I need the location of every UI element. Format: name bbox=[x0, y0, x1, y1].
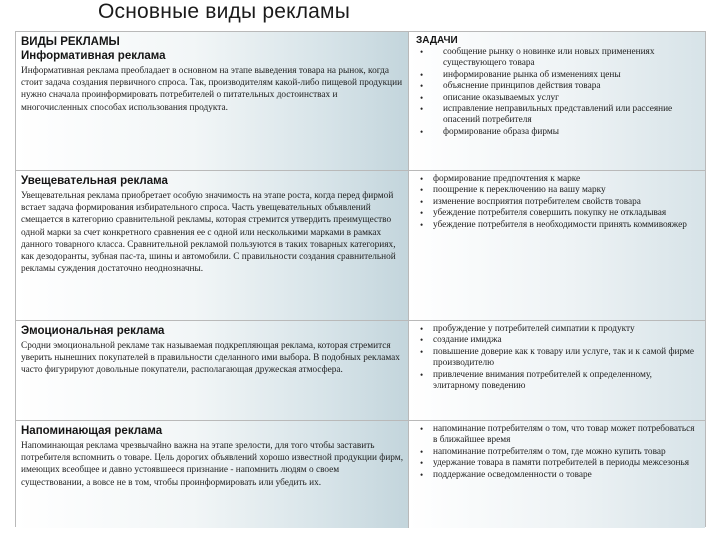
tasks-list bbox=[416, 324, 699, 392]
list-item: • привлечение внимания потребителей к определенному, элитарному поведению bbox=[416, 370, 699, 393]
tasks-cell bbox=[409, 32, 705, 170]
list-item: • напоминание потребителям о том, где можно купить товар bbox=[416, 447, 699, 458]
slide-title: Основные виды рекламы bbox=[98, 0, 350, 23]
ad-type-title: Информативная реклама bbox=[21, 50, 166, 62]
list-item: • объяснение принципов действия товара bbox=[416, 81, 699, 92]
table-row bbox=[16, 32, 705, 171]
list-item: • описание оказываемых услуг bbox=[416, 93, 699, 104]
list-item: • повышение доверие как к товару или услуге, так и к самой фирме производителю bbox=[416, 347, 699, 370]
tasks-cell bbox=[409, 171, 705, 320]
ad-type-description: Информативная реклама преобладает в основном на этапе выведения товара на рынок, когда стоит задача создания первичного спроса. Так, производителям какой-либо пищевой продукции нужно сначала проинформировать потребителей о питательных достоинствах и многочисленных способах использования продукта. bbox=[21, 66, 403, 113]
list-item: • поддержание осведомленности о товаре bbox=[416, 470, 699, 481]
list-item: • напоминание потребителям о том, что товар может потребоваться в ближайшее время bbox=[416, 424, 699, 447]
table-row bbox=[16, 171, 705, 321]
ad-type-cell bbox=[16, 421, 409, 528]
list-item: • исправление неправильных представлений или рассеяние опасений потребителя bbox=[416, 104, 699, 127]
tasks-list bbox=[416, 424, 699, 481]
ad-type-cell bbox=[16, 321, 409, 420]
list-item: • информирование рынка об изменениях цены bbox=[416, 70, 699, 81]
list-item: • пробуждение у потребителей симпатии к продукту bbox=[416, 324, 699, 335]
list-item: • удержание товара в памяти потребителей в периоды межсезонья bbox=[416, 458, 699, 469]
ad-type-title: Увещевательная реклама bbox=[21, 175, 168, 187]
list-item: • сообщение рынку о новинке или новых применениях существующего товара bbox=[416, 47, 699, 70]
table-header-tasks: ЗАДАЧИ bbox=[416, 35, 458, 46]
ad-type-description: Напоминающая реклама чрезвычайно важна на этапе зрелости, для того чтобы заставить потребителя вспомнить о товаре. Цель дорогих объявлений хорошо известной продукции фирм, имеющих всеобщее и давно устоявшееся признание - напомнить людям о своем существовании, а вовсе не в том, чтобы проинформировать или убедить их. bbox=[21, 441, 404, 488]
ad-type-title: Эмоциональная реклама bbox=[21, 325, 165, 337]
tasks-cell bbox=[409, 321, 705, 420]
list-item: • убеждение потребителя в необходимости принять коммивояжер bbox=[416, 220, 699, 231]
list-item: • создание имиджа bbox=[416, 335, 699, 346]
tasks-list bbox=[416, 47, 699, 138]
ad-type-description: Сродни эмоциональной рекламе так называемая подкрепляющая реклама, которая стремится уверить нынешних покупателей в правильности сделанного ими выбора. В подобных рекламах часто фигурируют довольные покупатели, располагающая дружеская атмосфера. bbox=[21, 341, 400, 376]
tasks-cell bbox=[409, 421, 705, 528]
list-item: • изменение восприятия потребителем свойств товара bbox=[416, 197, 699, 208]
list-item: • убеждение потребителя совершить покупку не откладывая bbox=[416, 208, 699, 219]
ad-type-cell bbox=[16, 32, 409, 170]
table-row bbox=[16, 321, 705, 421]
ad-type-description: Увещевательная реклама приобретает особую значимость на этапе роста, когда перед фирмой встает задача формирования избирательного спроса. Часть увещевательных объявлений смещается в категорию сравнительной рекламы, которая стремится утвердить преимущество одной марки за счет конкретного сравнения ее с одной или несколькими марками в рамках данного товарного класса. Сравнительной рекламой пользуются в таких товарных категориях, как дезодоранты, зубная пас-та, шины и автомобили. С правильности создания сравнительной рекламы суждения достаточно неоднозначны. bbox=[21, 191, 396, 275]
table-header-types: ВИДЫ РЕКЛАМЫ bbox=[21, 36, 120, 48]
ad-type-title: Напоминающая реклама bbox=[21, 425, 163, 437]
list-item: • поощрение к переключению на вашу марку bbox=[416, 185, 699, 196]
tasks-list bbox=[416, 174, 699, 231]
list-item: • формирование предпочтения к марке bbox=[416, 174, 699, 185]
ad-type-cell bbox=[16, 171, 409, 320]
table-row bbox=[16, 421, 705, 528]
ad-types-table bbox=[15, 31, 706, 527]
list-item: • формирование образа фирмы bbox=[416, 127, 699, 138]
